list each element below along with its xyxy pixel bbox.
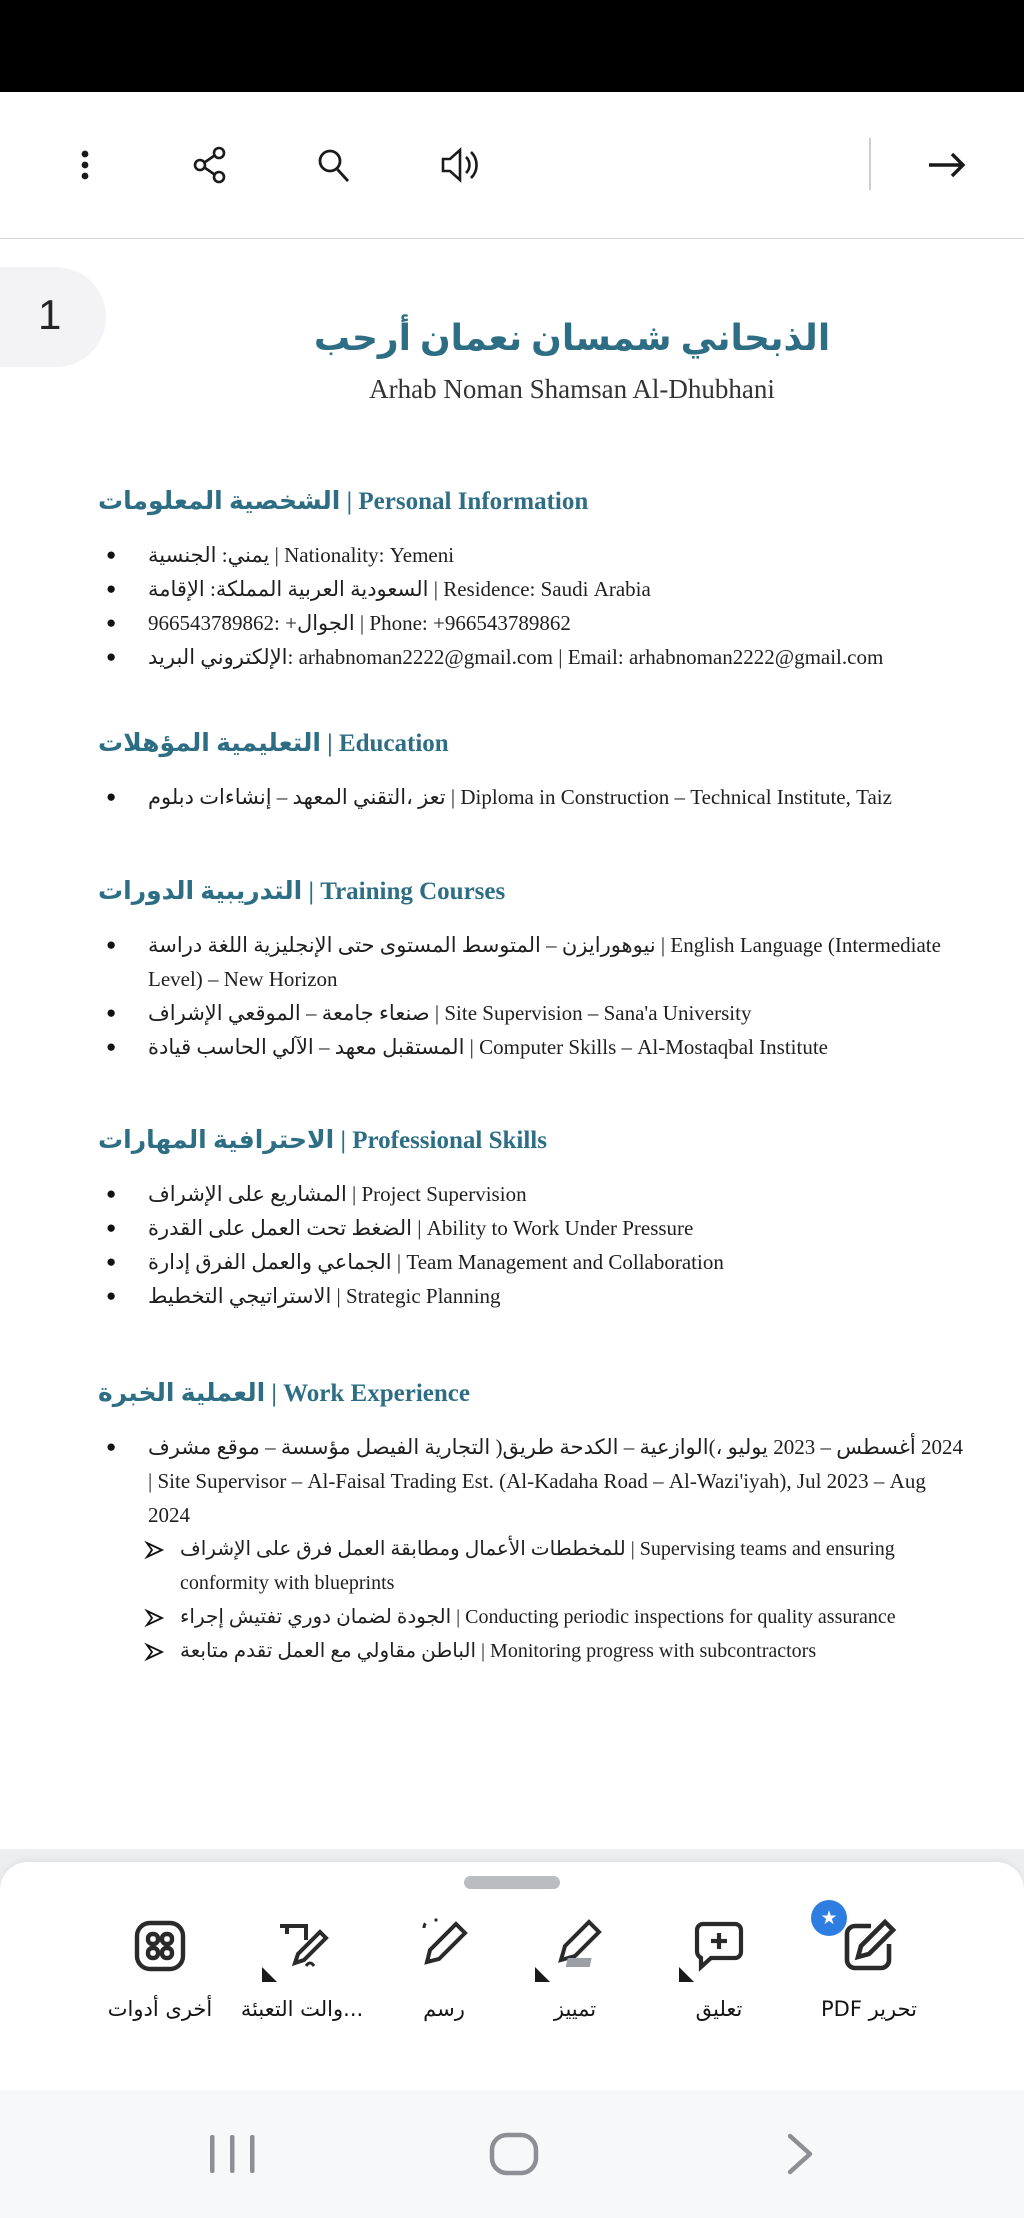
- bullet-icon: ●: [106, 935, 117, 954]
- search-icon[interactable]: [311, 143, 355, 187]
- toolbar-divider: [869, 138, 871, 190]
- tool-label: تعليق: [695, 1997, 743, 2021]
- bullet-icon: ●: [106, 647, 117, 666]
- list-item: [98, 1279, 970, 1313]
- bullet-text: 966543789862: +الجوال | Phone: +966543789862: [148, 611, 571, 635]
- share-icon[interactable]: [188, 143, 232, 187]
- section-work-experience: [98, 1378, 970, 1668]
- list-item: [98, 1030, 970, 1064]
- doc-title-english: Arhab Noman Shamsan Al-Dhubhani: [369, 374, 775, 404]
- bullet-icon: ●: [106, 579, 117, 598]
- sub-bullet-text: متابعة تقدم العمل مع مقاولي الباطن | Monitoring progress with subcontractors: [180, 1640, 817, 1662]
- read-aloud-icon[interactable]: [436, 143, 484, 187]
- tool-comment[interactable]: [644, 1914, 794, 2021]
- list-item: [98, 996, 970, 1030]
- more-options-icon[interactable]: [65, 145, 105, 185]
- tool-highlight[interactable]: [500, 1914, 650, 2021]
- list-item: [98, 780, 970, 814]
- section-heading: الخبرة العملية | Work Experience: [98, 1380, 470, 1407]
- corner-options-triangle: [262, 1967, 277, 1982]
- bullet-icon: ●: [106, 1037, 117, 1056]
- tool-draw[interactable]: [369, 1914, 519, 2021]
- more-tools-grid-icon: [128, 1914, 192, 1978]
- app-toolbar: [0, 92, 1024, 240]
- sub-bullet-text: إجراء تفتيش دوري لضمان الجودة | Conducting periodic inspections for quality assurance: [180, 1606, 896, 1628]
- tool-label: تمييز: [553, 1997, 597, 2021]
- list-item: [98, 1430, 970, 1532]
- corner-options-triangle: [679, 1967, 694, 1982]
- tools-bottom-sheet: [0, 1862, 1024, 2090]
- bullet-text: دبلوم إنشاءات – المعهد التقني، تعز | Diploma in Construction – Technical Institute, Taiz: [148, 785, 892, 809]
- bullet-icon: ●: [106, 1437, 117, 1456]
- doc-title-arabic: أرحب نعمان شمسان الذبحاني: [313, 318, 831, 358]
- tool-fill-and-sign[interactable]: [227, 1914, 377, 2021]
- bottom-sheet-zone: [0, 1849, 1024, 2090]
- sub-bullet-text: الإشراف على فرق العمل ومطابقة الأعمال للمخططات | Supervising teams and ensuring conformity with blueprints: [180, 1538, 895, 1594]
- corner-options-triangle: [535, 1967, 550, 1982]
- list-item: [98, 606, 970, 640]
- section-heading: المؤهلات التعليمية | Education: [98, 730, 449, 757]
- section-personal-information: [98, 486, 970, 674]
- sub-list-item: [144, 1634, 970, 1668]
- comment-bubble-icon: [687, 1914, 751, 1978]
- bullet-text: الجنسية :يمني | Nationality: Yemeni: [148, 543, 455, 567]
- tool-edit-pdf[interactable]: [794, 1907, 944, 2021]
- bullet-icon: ●: [106, 1218, 117, 1237]
- sub-list-item: [144, 1532, 970, 1600]
- bullet-text: البريد الإلكتروني: arhabnoman2222@gmail.com | Email: arhabnoman2222@gmail.com: [148, 645, 884, 669]
- draw-pencil-icon: [412, 1914, 476, 1978]
- tool-more-tools[interactable]: [85, 1914, 235, 2021]
- bullet-icon: ●: [106, 1003, 117, 1022]
- status-bar: [0, 0, 1024, 92]
- section-heading: الدورات التدريبية | Training Courses: [98, 878, 506, 905]
- bullet-icon: ●: [106, 1286, 117, 1305]
- pdf-page[interactable]: [0, 239, 1024, 1849]
- bullet-icon: ●: [106, 613, 117, 632]
- bullet-text: الإشراف على المشاريع | Project Supervision: [148, 1182, 527, 1206]
- bullet-icon: ●: [106, 545, 117, 564]
- bullet-icon: ●: [106, 1184, 117, 1203]
- bullet-text: الإقامة :المملكة العربية السعودية | Residence: Saudi Arabia: [148, 577, 651, 601]
- edit-pdf-icon: [820, 1907, 901, 1978]
- bullet-icon: ●: [106, 787, 117, 806]
- section-education: [98, 728, 970, 814]
- arrow-bullet-icon: [144, 1600, 180, 1629]
- bullet-text: التخطيط الاستراتيجي | Strategic Planning: [148, 1284, 501, 1308]
- section-professional-skills: [98, 1125, 970, 1313]
- page-number-badge: [0, 267, 106, 367]
- forward-arrow-icon[interactable]: [924, 145, 970, 185]
- list-item: [98, 928, 970, 996]
- highlight-marker-icon: [543, 1914, 607, 1978]
- list-item: [98, 1177, 970, 1211]
- section-heading: المهارات الاحترافية | Professional Skills: [98, 1127, 547, 1154]
- bullet-icon: ●: [106, 1252, 117, 1271]
- bullet-text: دراسة اللغة الإنجليزية حتى المستوى المتوسط – نيوهورايزن | English Language (Intermediate Level) – New Horizon: [148, 933, 941, 991]
- star-badge-icon: ★: [811, 1900, 847, 1936]
- sub-list-item: [144, 1600, 970, 1634]
- list-item: [98, 538, 970, 572]
- bullet-text: الإشراف الموقعي – جامعة صنعاء | Site Supervision – Sana'a University: [148, 1001, 752, 1025]
- section-heading: المعلومات الشخصية | Personal Information: [98, 488, 589, 515]
- bullet-text: إدارة الفرق والعمل الجماعي | Team Management and Collaboration: [148, 1250, 724, 1274]
- back-icon[interactable]: [783, 2131, 817, 2177]
- bullet-text: القدرة على العمل تحت الضغط | Ability to Work Under Pressure: [148, 1216, 694, 1240]
- tool-label: تحرير PDF: [820, 1997, 918, 2021]
- arrow-bullet-icon: [144, 1532, 180, 1561]
- section-training-courses: [98, 876, 970, 1064]
- tool-label: رسم: [423, 1997, 465, 2021]
- list-item: [98, 1245, 970, 1279]
- page-number: 1: [38, 291, 62, 338]
- arrow-bullet-icon: [144, 1634, 180, 1663]
- list-item: [98, 1211, 970, 1245]
- fill-and-sign-icon: [270, 1914, 334, 1978]
- navigation-bar: [0, 2090, 1024, 2218]
- bullet-text: قيادة الحاسب الآلي – معهد المستقبل | Computer Skills – Al-Mostaqbal Institute: [148, 1035, 828, 1059]
- bullet-text: مشرف موقع – مؤسسة الفيصل التجارية )طريق الكدحة – الوازعية(، يوليو 2023 – أغسطس 2024 | Site Supervisor – Al-Faisal Trading Est. (Al-Kadaha Road – Al-Wazi'iyah), Jul 2023 – Aug 2024: [148, 1435, 964, 1527]
- tool-label: التعبئة والت...: [240, 1997, 364, 2021]
- home-icon[interactable]: [489, 2132, 539, 2176]
- tool-label: أدوات أخرى: [107, 1997, 213, 2021]
- sheet-drag-handle[interactable]: [464, 1876, 560, 1889]
- recents-icon[interactable]: [208, 2133, 256, 2175]
- list-item: [98, 572, 970, 606]
- list-item: [98, 640, 970, 674]
